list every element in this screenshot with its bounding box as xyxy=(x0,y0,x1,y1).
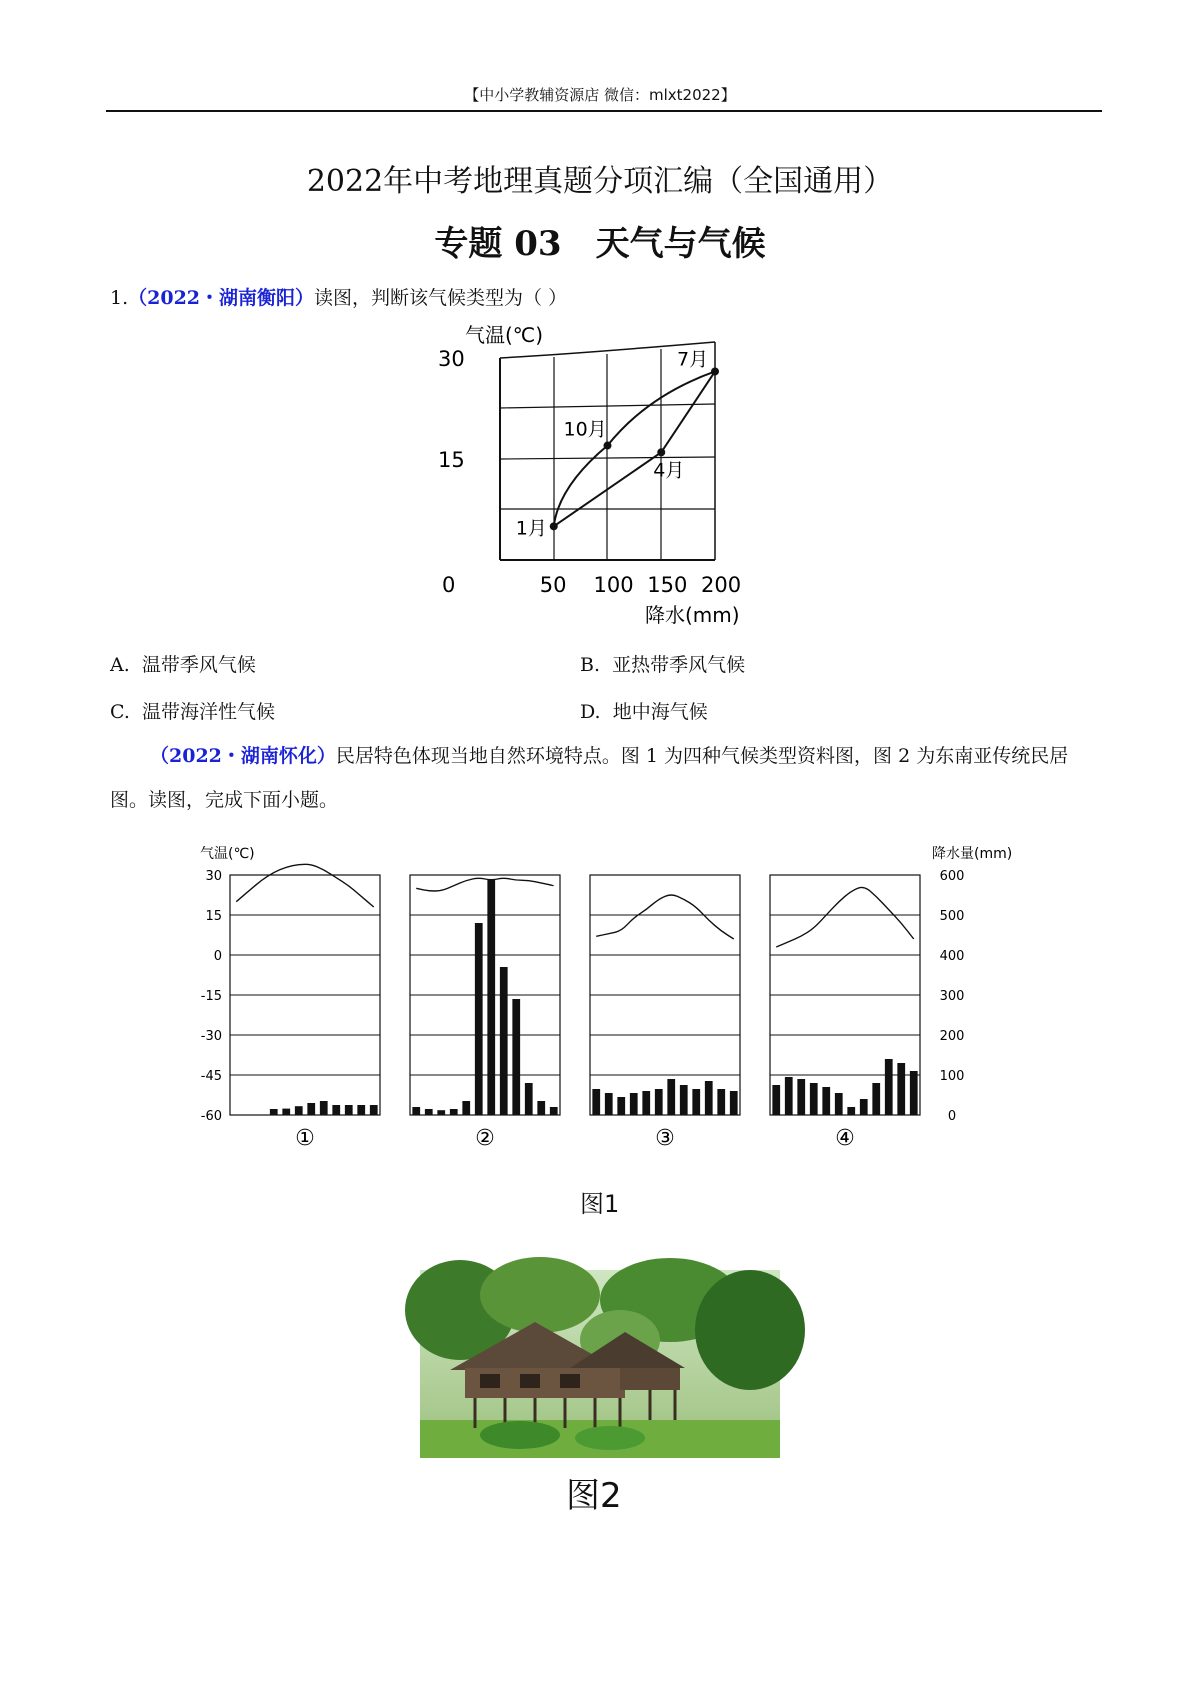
option-b[interactable] xyxy=(580,650,745,677)
x-axis-label: 降水(mm) xyxy=(645,603,740,627)
temp-tick-label: 0 xyxy=(213,949,222,964)
data-point xyxy=(711,367,719,375)
y-tick-label: 15 xyxy=(438,448,465,472)
precip-bar xyxy=(847,1107,855,1115)
page-title: 2022年中考地理真题分项汇编（全国通用） xyxy=(306,164,894,199)
temp-curve xyxy=(596,895,734,939)
temp-curve xyxy=(236,864,374,907)
panel-label: ① xyxy=(295,1126,315,1151)
question-source: （2022・湖南衡阳） xyxy=(128,287,315,309)
option-letter: B. xyxy=(580,654,601,676)
question-2-stem xyxy=(110,734,1100,822)
panel-label: ④ xyxy=(835,1126,855,1151)
page-header: 【中小学教辅资源店 微信：mlxt2022】 xyxy=(464,86,736,104)
precip-bar xyxy=(525,1083,533,1115)
precip-tick-label: 300 xyxy=(939,989,965,1004)
temp-tick-label: -45 xyxy=(200,1069,222,1084)
question-text: 民居特色体现当地自然环境特点。图 1 为四种气候类型资料图，图 2 为东南亚传统民居图。读图，完成下面小题。 xyxy=(110,745,1069,811)
precip-bar xyxy=(307,1103,315,1115)
precip-bar xyxy=(705,1081,713,1115)
point-label: 1月 xyxy=(515,517,547,540)
precip-bar xyxy=(425,1109,433,1115)
question-number: 1. xyxy=(110,287,129,309)
precip-bar xyxy=(512,999,520,1115)
precip-bar xyxy=(642,1091,650,1115)
precip-bar xyxy=(412,1107,420,1115)
precip-bar xyxy=(717,1089,725,1115)
panel-label: ② xyxy=(475,1126,495,1151)
point-label: 4月 xyxy=(653,459,685,482)
precip-bar xyxy=(810,1083,818,1115)
precip-bar xyxy=(680,1085,688,1115)
precip-tick-label: 0 xyxy=(947,1109,957,1124)
data-point xyxy=(550,522,558,530)
temp-tick-label: -60 xyxy=(200,1109,222,1124)
data-point xyxy=(657,448,665,456)
topic-name: 天气与气候 xyxy=(595,224,766,264)
climate-charts-figure1 xyxy=(180,840,1020,1151)
precip-bar xyxy=(550,1107,558,1115)
temp-curve xyxy=(776,887,914,947)
precip-tick-label: 600 xyxy=(939,869,965,884)
precip-bar xyxy=(617,1097,625,1115)
climate-panel xyxy=(770,875,920,1151)
climate-panel xyxy=(410,875,560,1151)
point-label: 7月 xyxy=(677,348,709,371)
question-1 xyxy=(110,283,567,310)
climate-panel xyxy=(590,875,740,1151)
x-tick-label: 100 xyxy=(593,573,634,597)
precip-bar xyxy=(295,1106,303,1115)
precip-tick-label: 100 xyxy=(939,1069,965,1084)
precip-bar xyxy=(537,1101,545,1115)
temp-tick-label: 30 xyxy=(205,869,222,884)
temp-curve xyxy=(416,878,554,891)
precip-bar xyxy=(630,1093,638,1115)
point-label: 10月 xyxy=(563,418,607,441)
precip-bar xyxy=(785,1077,793,1115)
precip-bar xyxy=(357,1105,365,1115)
x-tick-label: 200 xyxy=(701,573,742,597)
y-tick-label: 30 xyxy=(438,347,465,371)
precip-bar xyxy=(772,1085,780,1115)
precip-bar xyxy=(320,1101,328,1115)
option-text: 温带季风气候 xyxy=(141,654,256,676)
precip-bar xyxy=(872,1083,880,1115)
figure1-caption: 图1 xyxy=(580,1190,620,1218)
precip-bar xyxy=(462,1101,470,1115)
precip-bar xyxy=(270,1109,278,1115)
precip-bar xyxy=(282,1109,290,1115)
climate-chart-q1 xyxy=(430,320,760,630)
precip-bar xyxy=(910,1071,918,1115)
panel-label: ③ xyxy=(655,1126,675,1151)
precip-bar xyxy=(475,923,483,1115)
precip-bar xyxy=(332,1105,340,1115)
question-source: （2022・湖南怀化） xyxy=(150,745,336,767)
precip-tick-label: 200 xyxy=(939,1029,965,1044)
climate-curve xyxy=(554,371,715,526)
precip-bar xyxy=(655,1089,663,1115)
precip-bar xyxy=(450,1109,458,1115)
topic-title xyxy=(0,216,1200,265)
option-letter: C. xyxy=(110,701,130,723)
temp-axis-label: 气温(℃) xyxy=(200,846,255,862)
precip-axis-label: 降水量(mm) xyxy=(932,846,1013,862)
precip-bar xyxy=(897,1063,905,1115)
option-a[interactable] xyxy=(110,650,256,677)
option-d[interactable] xyxy=(580,697,708,724)
option-text: 亚热带季风气候 xyxy=(612,654,746,676)
figure2-caption: 图2 xyxy=(566,1476,622,1516)
temp-tick-label: -30 xyxy=(200,1029,222,1044)
precip-bar xyxy=(797,1079,805,1115)
precip-tick-label: 500 xyxy=(939,909,965,924)
x-tick-label: 0 xyxy=(442,573,456,597)
precip-bar xyxy=(437,1110,445,1115)
precip-bar xyxy=(370,1105,378,1115)
precip-bar xyxy=(345,1105,353,1115)
temp-tick-label: 15 xyxy=(205,909,222,924)
precip-bar xyxy=(885,1059,893,1115)
topic-number: 专题 03 xyxy=(434,224,562,264)
precip-tick-label: 400 xyxy=(939,949,965,964)
option-letter: A. xyxy=(110,654,130,676)
x-tick-label: 150 xyxy=(647,573,688,597)
precip-bar xyxy=(835,1093,843,1115)
data-point xyxy=(604,442,612,450)
y-axis-label: 气温(℃) xyxy=(465,323,544,347)
precip-bar xyxy=(592,1089,600,1115)
precip-bar xyxy=(860,1099,868,1115)
x-tick-label: 50 xyxy=(539,573,567,597)
precip-bar xyxy=(500,967,508,1115)
precip-bar xyxy=(605,1093,613,1115)
precip-bar xyxy=(822,1087,830,1115)
question-stem: 读图，判断该气候类型为（ ） xyxy=(314,287,568,309)
header-rule xyxy=(106,110,1102,112)
option-letter: D. xyxy=(580,701,601,723)
precip-bar xyxy=(730,1091,738,1115)
precip-bar xyxy=(487,879,495,1115)
option-text: 地中海气候 xyxy=(612,701,708,723)
option-text: 温带海洋性气候 xyxy=(142,701,276,723)
precip-bar xyxy=(692,1089,700,1115)
climate-panel xyxy=(230,864,380,1151)
temp-tick-label: -15 xyxy=(200,989,222,1004)
precip-bar xyxy=(667,1079,675,1115)
stilt-house-photo xyxy=(420,1270,780,1458)
option-c[interactable] xyxy=(110,697,275,724)
